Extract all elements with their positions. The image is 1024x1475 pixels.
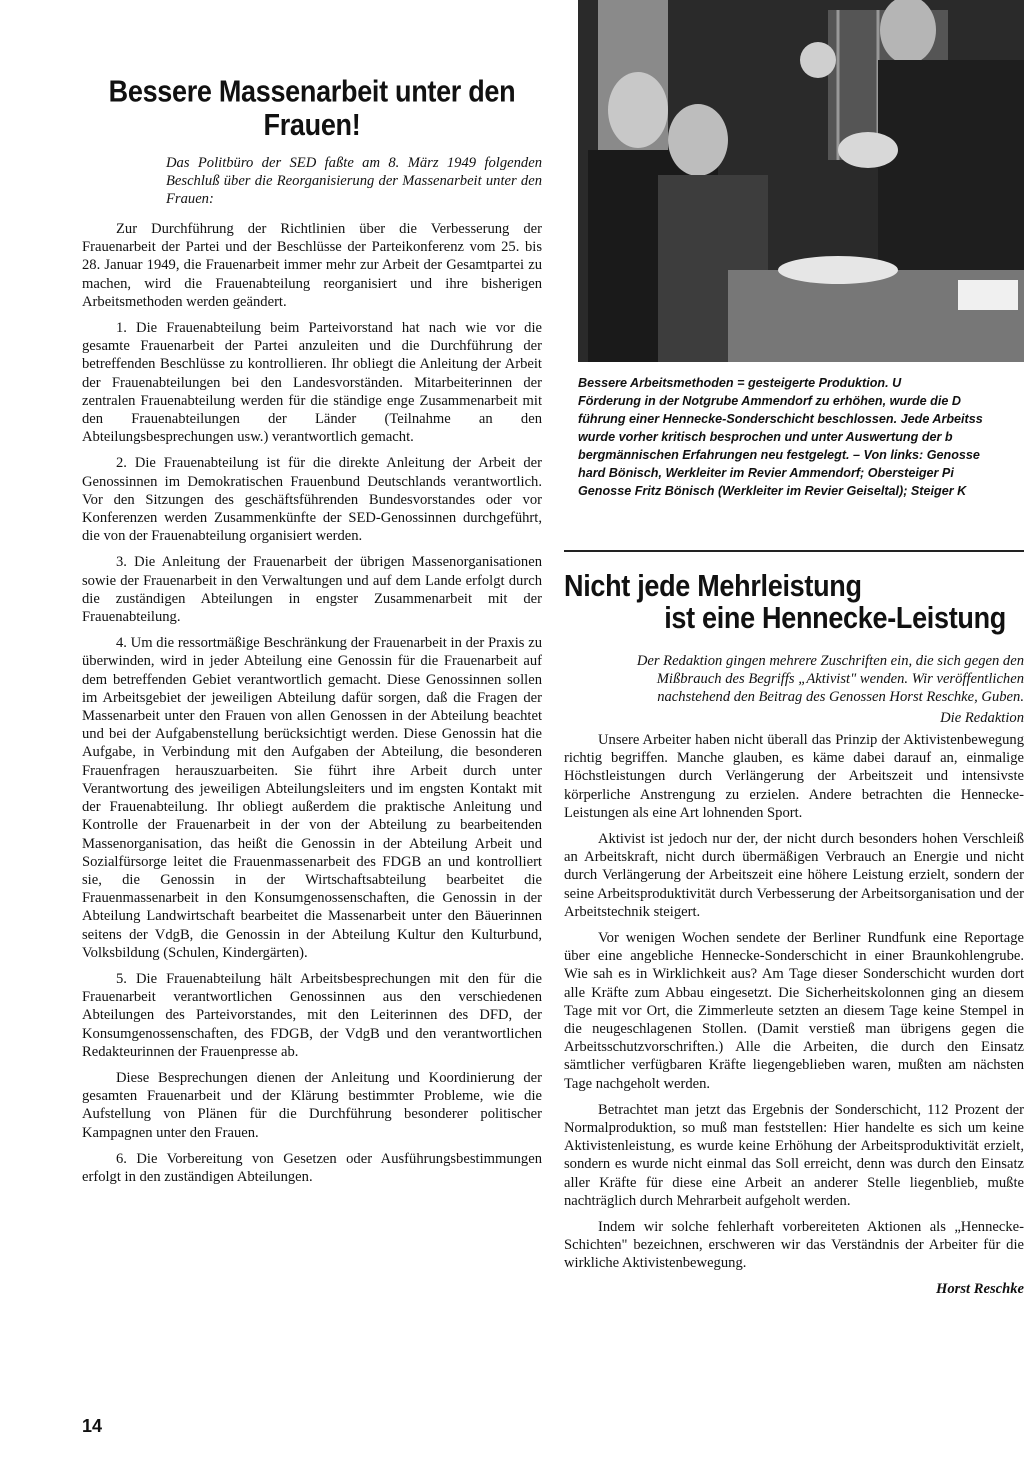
paragraph: 5. Die Frauenabteilung hält Arbeitsbesprechungen mit den für die Frauenarbeit verantwortlichen Genossinnen aus den verschiedenen Abteilungen des Parteivorstandes, mit den Leiterinnen des DFD, der Konsumgenossenschaften, des FDGB, der VdgB und den verantwortlichen Redakteurinnen der Frauenpresse ab. xyxy=(82,970,542,1060)
article-hennecke xyxy=(564,570,1024,1298)
editorial-signature: Die Redaktion xyxy=(940,710,1024,726)
caption-line: Förderung in der Notgrube Ammendorf zu erhöhen, wurde die D xyxy=(578,394,961,408)
paragraph: 1. Die Frauenabteilung beim Parteivorstand hat nach wie vor die gesamte Frauenarbeit der Partei anzuleiten und die Durchführung der betreffenden Beschlüsse zu kontrollieren. Ihr obliegt die Anleitung der Arbeit der Frauenabteilungen bei den Landesvorständen. Mitarbeiterinnen der zentralen Frauenabteilung werden für die ständige enge Zusammenarbeit mit den Frauenabteilungen der Länder (Teilnahme an den Abteilungsbesprechungen usw.) verantwortlich gemacht. xyxy=(82,320,542,446)
paragraph: 6. Die Vorbereitung von Gesetzen oder Ausführungsbestimmungen erfolgt in den zuständigen Abteilungen. xyxy=(82,1150,542,1185)
paragraph: Aktivist ist jedoch nur der, der nicht durch besonders hohen Verschleiß an Arbeitskraft, nicht durch übermäßigen Verbrauch an Energie und nicht durch Verlängerung der Arbeitszeit eine höhere Leistung erzielt, sondern der seine Arbeitsproduktivität durch Verbesserung der Arbeitsorganisation und der Arbeitstechnik steigert. xyxy=(564,831,1024,920)
paragraph: Zur Durchführung der Richtlinien über die Verbesserung der Frauenarbeit der Partei und der Beschlüsse der Parteikonferenz vom 25. bis 28. Januar 1949, die Frauenarbeit immer mehr zur Arbeit der Gesamtpartei zu machen, wird die Frauenabteilung reorganisiert und ihre bisherigen Arbeitsmethoden werden geändert. xyxy=(82,221,542,310)
paragraph: 4. Um die ressortmäßige Beschränkung der Frauenarbeit in der Praxis zu überwinden, wird in jeder Abteilung eine Genossin für die Frauenarbeit auf dem betreffenden Gebiet verantwortlich gemacht. Diese Genossinnen sollen im Arbeitsgebiet der jeweiligen Abteilung dafür sorgen, daß die Fragen der Massenarbeit unter den Frauen von allen Genossen in der Abteilung beachtet und bei der Aufgabenstellung berücksichtigt werden. Diese Genossin hat die Aufgabe, in Verbindung mit den Aufgaben der Abteilung, die besonderen Frauenfragen herauszuarbeiten. Sie führt ihre Arbeit durch unter Verantwortung des jeweiligen Abteilungsleiters und im engsten Kontakt mit der Frauenabteilung. Ihr obliegt außerdem die praktische Anleitung und Kontrolle der Frauenarbeit in der von der Abteilung zu bearbeitenden Massenorganisation, das heißt die Genossin in der Abteilung Arbeit und Sozialfürsorge leitet die Frauenmassenarbeit des FDGB an und kontrolliert sie, die Genossin in der Wirtschaftsabteilung bearbeitet die Frauenmassenarbeit in den Konsumgenossenschaften, die Genossin in der Abteilung Landwirtschaft bearbeitet die Massenarbeit unter den Bäuerinnen seitens der VdgB, die Genossin in der Abteilung Kultur den Kulturbund, Volksbildung (Schulen, Kindergärten). xyxy=(82,635,542,961)
caption-line: wurde vorher kritisch besprochen und unter Auswertung der b xyxy=(578,430,953,444)
paragraph: Betrachtet man jetzt das Ergebnis der Sonderschicht, 112 Prozent der Normalproduktion, so muß man feststellen: Hier handelte es sich um keine Aktivistenleistung, es wurde keine Erhöhung der Arbeitsproduktivität erzielt, sondern es wurde nicht einmal das Soll erreicht, denn was durch den Einsatz aller Kräfte für diese eine Arbeit an anderer Stelle liegenblieb, mußte nachträglich durch Mehrarbeit aufgeholt werden. xyxy=(564,1101,1024,1209)
paragraph: Diese Besprechungen dienen der Anleitung und Koordinierung der gesamten Frauenarbeit und der Klärung bestimmter Probleme, wie die Aufstellung von Plänen für die Durchführung besonderer politischer Kampagnen unter den Frauen. xyxy=(82,1069,542,1141)
news-photo xyxy=(578,0,1024,362)
caption-line: bergmännischen Erfahrungen neu festgelegt. – Von links: Genosse xyxy=(578,448,980,462)
caption-line: Bessere Arbeitsmethoden = gesteigerte Produktion. U xyxy=(578,376,902,390)
paragraph: Unsere Arbeiter haben nicht überall das Prinzip der Aktivistenbewegung richtig begriffen. Manche glauben, es käme dabei darauf an, einmalige Höchstleistungen durch Verlängerung der Arbeitszeit und intensivste körperliche Anstrengung zu erzielen. Andere betrachten die Hennecke-Leistungen als eine Art lohnenden Sport. xyxy=(564,732,1024,821)
paragraph: Vor wenigen Wochen sendete der Berliner Rundfunk eine Reportage über eine angebliche Hennecke-Sonderschicht in einer Braunkohlengrube. Wie sah es in Wirklichkeit aus? Am Tage dieser Sonderschicht wurden dort alle Kräfte zum Abbau eingesetzt. Die Sicherheitskolonnen ging an diesem Tage mit vor Ort, die Zimmerleute setzten an diesem Tage keine Stempel in die neugeschlagenen Stollen. (Damit verstieß man übrigens gegen die Arbeitsschutzvorschriften.) Alle die Arbeiten, die durch den Einsatz sämtlicher verfügbaren Kräfte liegengeblieben waren, mußten am nächsten Tage nachgeholt werden. xyxy=(564,930,1024,1092)
paragraph: 2. Die Frauenabteilung ist für die direkte Anleitung der Arbeit der Genossinnen im Demokratischen Frauenbund Deutschlands verantwortlich. Vor den Sitzungen des geschäftsführenden Bundesvorstandes oder vor Konferenzen werden Zusammenkünfte der SED-Genossinnen durchgeführt, die von der Frauenabteilung organisiert werden. xyxy=(82,455,542,545)
article-title: Bessere Massenarbeit unter den Frauen! xyxy=(108,74,516,142)
photo-caption xyxy=(578,374,1024,500)
page-number: 14 xyxy=(82,1416,103,1436)
article-intro: Das Politbüro der SED faßte am 8. März 1949 folgenden Beschluß über die Reorganisierung der Massenarbeit unter den Frauen: xyxy=(166,155,542,207)
photo-illustration xyxy=(578,0,1024,362)
article-bessere-massenarbeit xyxy=(82,70,542,1194)
editorial-note: Der Redaktion gingen mehrere Zuschriften ein, die sich gegen den Mißbrauch des Begriffs „Aktivist" wenden. Wir veröffentlichen nachstehend den Beitrag des Genossen Horst Reschke, Guben. xyxy=(636,653,1024,705)
paragraph: 3. Die Anleitung der Frauenarbeit der übrigen Massenorganisationen sowie der Frauenarbeit in den Verwaltungen und auf dem Lande erfolgt durch die zuständigen Abteilungen in engster Zusammenarbeit mit der Frauenabteilung. xyxy=(82,554,542,626)
caption-line: Genosse Fritz Bönisch (Werkleiter im Revier Geiseltal); Steiger K xyxy=(578,484,967,498)
article-title-line-2: ist eine Hennecke-Leistung xyxy=(664,601,1006,635)
article-title-line-1: Nicht jede Mehrleistung xyxy=(564,569,862,603)
caption-line: führung einer Hennecke-Sonderschicht beschlossen. Jede Arbeitss xyxy=(578,412,983,426)
paragraph: Indem wir solche fehlerhaft vorbereiteten Aktionen als „Hennecke-Schichten" bezeichnen, erschweren wir das Verständnis der Arbeiter für die wirkliche Aktivistenbewegung. xyxy=(564,1219,1024,1272)
caption-line: hard Bönisch, Werkleiter im Revier Ammendorf; Obersteiger Pi xyxy=(578,466,954,480)
author-name: Horst Reschke xyxy=(936,1280,1024,1297)
divider-rule xyxy=(564,550,1024,552)
